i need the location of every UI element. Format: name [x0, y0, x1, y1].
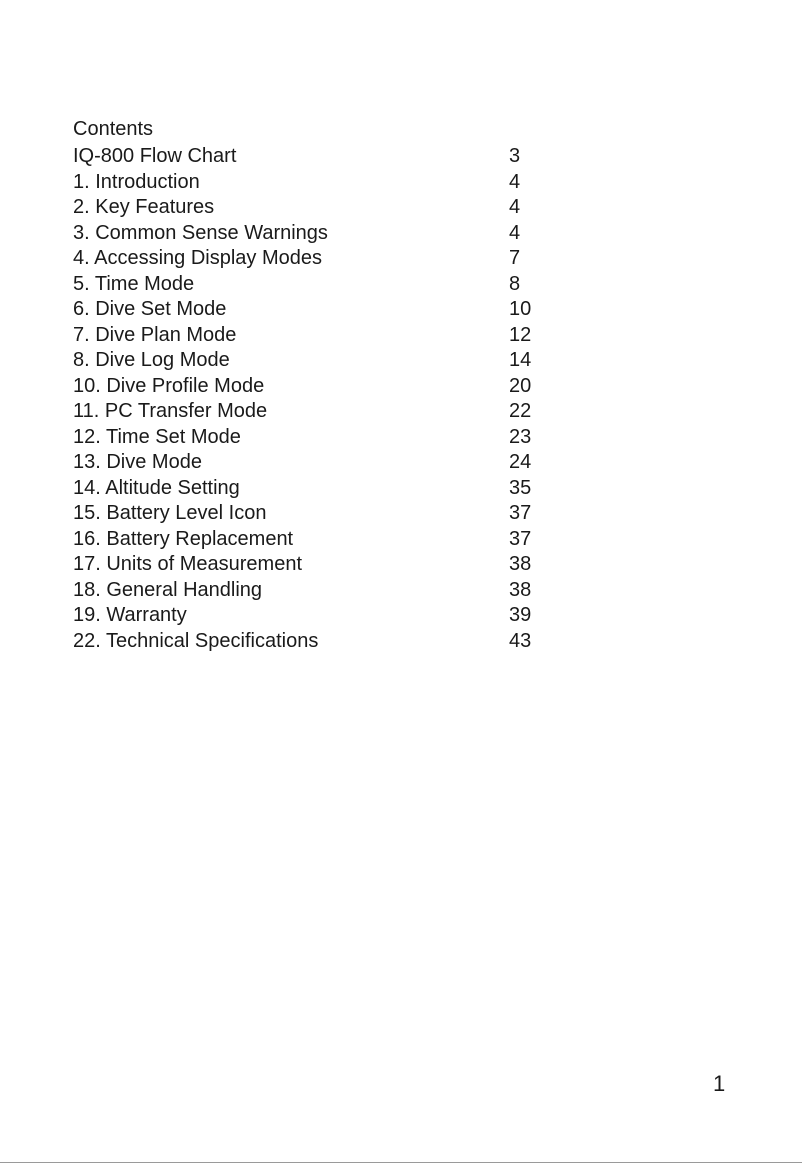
toc-entry-title: 8. Dive Log Mode	[73, 349, 230, 371]
toc-entry-title: 17. Units of Measurement	[73, 553, 302, 575]
toc-entry	[73, 629, 553, 655]
toc-entry-page: 7	[509, 247, 521, 269]
toc-entry-title: 15. Battery Level Icon	[73, 502, 267, 524]
toc-entry	[73, 552, 553, 578]
toc-entry-title: 12. Time Set Mode	[73, 425, 241, 448]
toc-entry	[73, 195, 553, 221]
toc-entry-page: 35	[509, 476, 532, 499]
toc-entry	[73, 476, 553, 502]
toc-entry-title: 5. Time Mode	[73, 272, 195, 295]
toc-entry-title: 11. PC Transfer Mode	[73, 400, 268, 422]
toc-entry-page: 12	[509, 323, 532, 346]
toc-entry-title: 10. Dive Profile Mode	[73, 374, 265, 397]
contents-heading: Contents	[73, 118, 154, 140]
toc-entry-title: 4. Accessing Display Modes	[73, 247, 323, 269]
toc-entry-title: 3. Common Sense Warnings	[73, 221, 328, 244]
toc-entry	[73, 297, 553, 323]
toc-entry	[73, 578, 553, 604]
toc-entry-title: 13. Dive Mode	[73, 451, 202, 473]
toc-entry	[73, 450, 553, 476]
toc-entry-page: 22	[509, 400, 532, 422]
toc-entry-title: IQ-800 Flow Chart	[73, 145, 237, 167]
toc-entry	[73, 144, 553, 170]
toc-entry	[73, 603, 553, 629]
toc-entry-page: 37	[509, 527, 532, 550]
toc-entry-title: 16. Battery Replacement	[73, 527, 294, 550]
toc-entry-title: 2. Key Features	[73, 196, 215, 218]
toc-entry-title: 7. Dive Plan Mode	[73, 323, 237, 346]
toc-entry-page: 38	[509, 578, 532, 601]
toc-entry-page: 38	[509, 553, 532, 575]
toc-entry	[73, 348, 553, 374]
toc-entry-page: 20	[509, 374, 532, 397]
toc-entry-page: 8	[509, 272, 521, 295]
toc-entry	[73, 272, 553, 298]
toc-entry-page: 4	[509, 221, 521, 244]
toc-entry-page: 14	[509, 349, 532, 371]
toc-entry-title: 22. Technical Specifications	[73, 629, 319, 652]
toc-entry-page: 43	[509, 629, 532, 652]
toc-entry-title: 14. Altitude Setting	[73, 476, 240, 499]
toc-entry-page: 37	[509, 502, 532, 524]
toc-entry-title: 19. Warranty	[73, 604, 187, 626]
toc-entry	[73, 221, 553, 247]
toc-entry	[73, 374, 553, 400]
page-number: 1	[713, 1071, 726, 1096]
toc-entry-page: 4	[509, 170, 521, 193]
toc-entry	[73, 323, 553, 349]
page-bottom-rule	[0, 1162, 802, 1163]
toc-entry	[73, 399, 553, 425]
toc-entry-title: 6. Dive Set Mode	[73, 298, 227, 320]
toc-entry-page: 24	[509, 451, 532, 473]
toc-entry-page: 4	[509, 196, 521, 218]
toc-entry	[73, 501, 553, 527]
toc-entry	[73, 527, 553, 553]
toc-list	[73, 144, 553, 654]
toc-entry	[73, 246, 553, 272]
toc-entry	[73, 425, 553, 451]
toc-entry-page: 3	[509, 145, 521, 167]
toc-entry-title: 18. General Handling	[73, 578, 263, 601]
toc-entry-title: 1. Introduction	[73, 170, 200, 193]
toc-entry	[73, 170, 553, 196]
toc-entry-page: 39	[509, 604, 532, 626]
toc-entry-page: 10	[509, 298, 532, 320]
toc-entry-page: 23	[509, 425, 532, 448]
